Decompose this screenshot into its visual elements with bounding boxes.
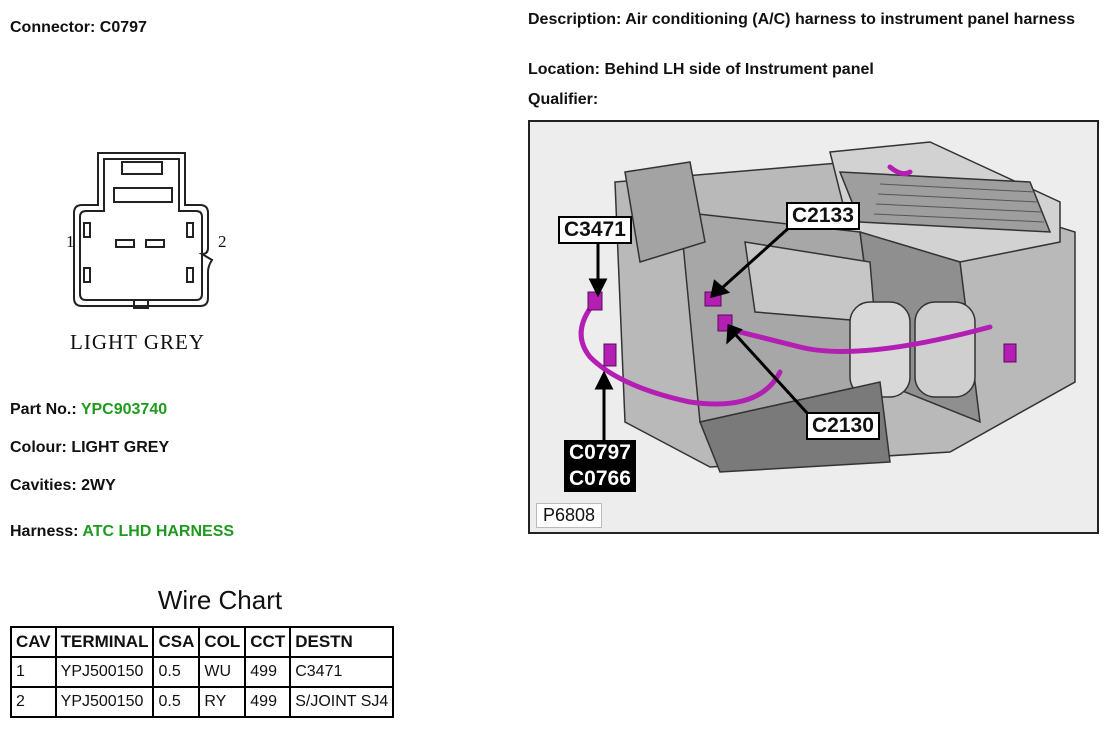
description-value: Air conditioning (A/C) harness to instrument panel harness [625,11,1076,28]
table-header-row [11,627,393,657]
cell-cav: 1 [11,657,56,687]
description-label: Description: [528,11,622,28]
wire-chart-table [10,626,394,718]
pin-2-label: 2 [218,232,227,251]
column-header-destn: DESTN [290,627,393,657]
cell-terminal: YPJ500150 [56,657,154,687]
connector-title [10,19,147,37]
cavities-value: 2WY [81,477,116,494]
colour-row [10,439,169,457]
drawing-caption: LIGHT GREY [70,330,206,354]
connector-id: C0797 [99,19,147,36]
column-header-terminal: TERMINAL [56,627,154,657]
callout-c2130: C2130 [806,412,880,440]
cavities-row [10,477,116,495]
connector-face-drawing [60,148,235,358]
qualifier-label: Qualifier: [528,91,599,108]
column-header-col: COL [199,627,245,657]
qualifier-row [528,91,598,109]
connector-label: Connector: [10,19,96,36]
colour-value: LIGHT GREY [71,439,170,456]
cavities-label: Cavities: [10,477,77,494]
location-row [528,61,874,79]
cell-destn: C3471 [290,657,393,687]
callout-c2133: C2133 [786,202,860,230]
harness-label: Harness: [10,523,79,540]
figure-id-label: P6808 [536,503,602,528]
column-header-cav: CAV [11,627,56,657]
description-row [528,9,1098,30]
connector-outline-icon [60,148,235,358]
table-row [11,657,393,687]
harness-link[interactable]: ATC LHD HARNESS [82,523,235,540]
location-value: Behind LH side of Instrument panel [604,61,874,78]
cell-destn: S/JOINT SJ4 [290,687,393,717]
part-number-link[interactable]: YPC903740 [80,401,168,418]
part-number-label: Part No.: [10,401,77,418]
wire-chart-title: Wire Chart [157,585,283,615]
colour-label: Colour: [10,439,67,456]
pin-1-label: 1 [66,232,75,251]
cell-col: WU [199,657,245,687]
harness-row [10,523,234,541]
table-row [11,687,393,717]
cell-cct: 499 [245,687,290,717]
location-illustration [528,120,1099,534]
column-header-csa: CSA [153,627,199,657]
cell-csa: 0.5 [153,687,199,717]
cell-col: RY [199,687,245,717]
callout-c3471: C3471 [558,216,632,244]
cell-cav: 2 [11,687,56,717]
column-header-cct: CCT [245,627,290,657]
location-label: Location: [528,61,600,78]
callout-c0766: C0766 [564,466,636,492]
cell-csa: 0.5 [153,657,199,687]
cell-cct: 499 [245,657,290,687]
part-number-row [10,401,167,419]
callout-c0797: C0797 [564,440,636,466]
cell-terminal: YPJ500150 [56,687,154,717]
